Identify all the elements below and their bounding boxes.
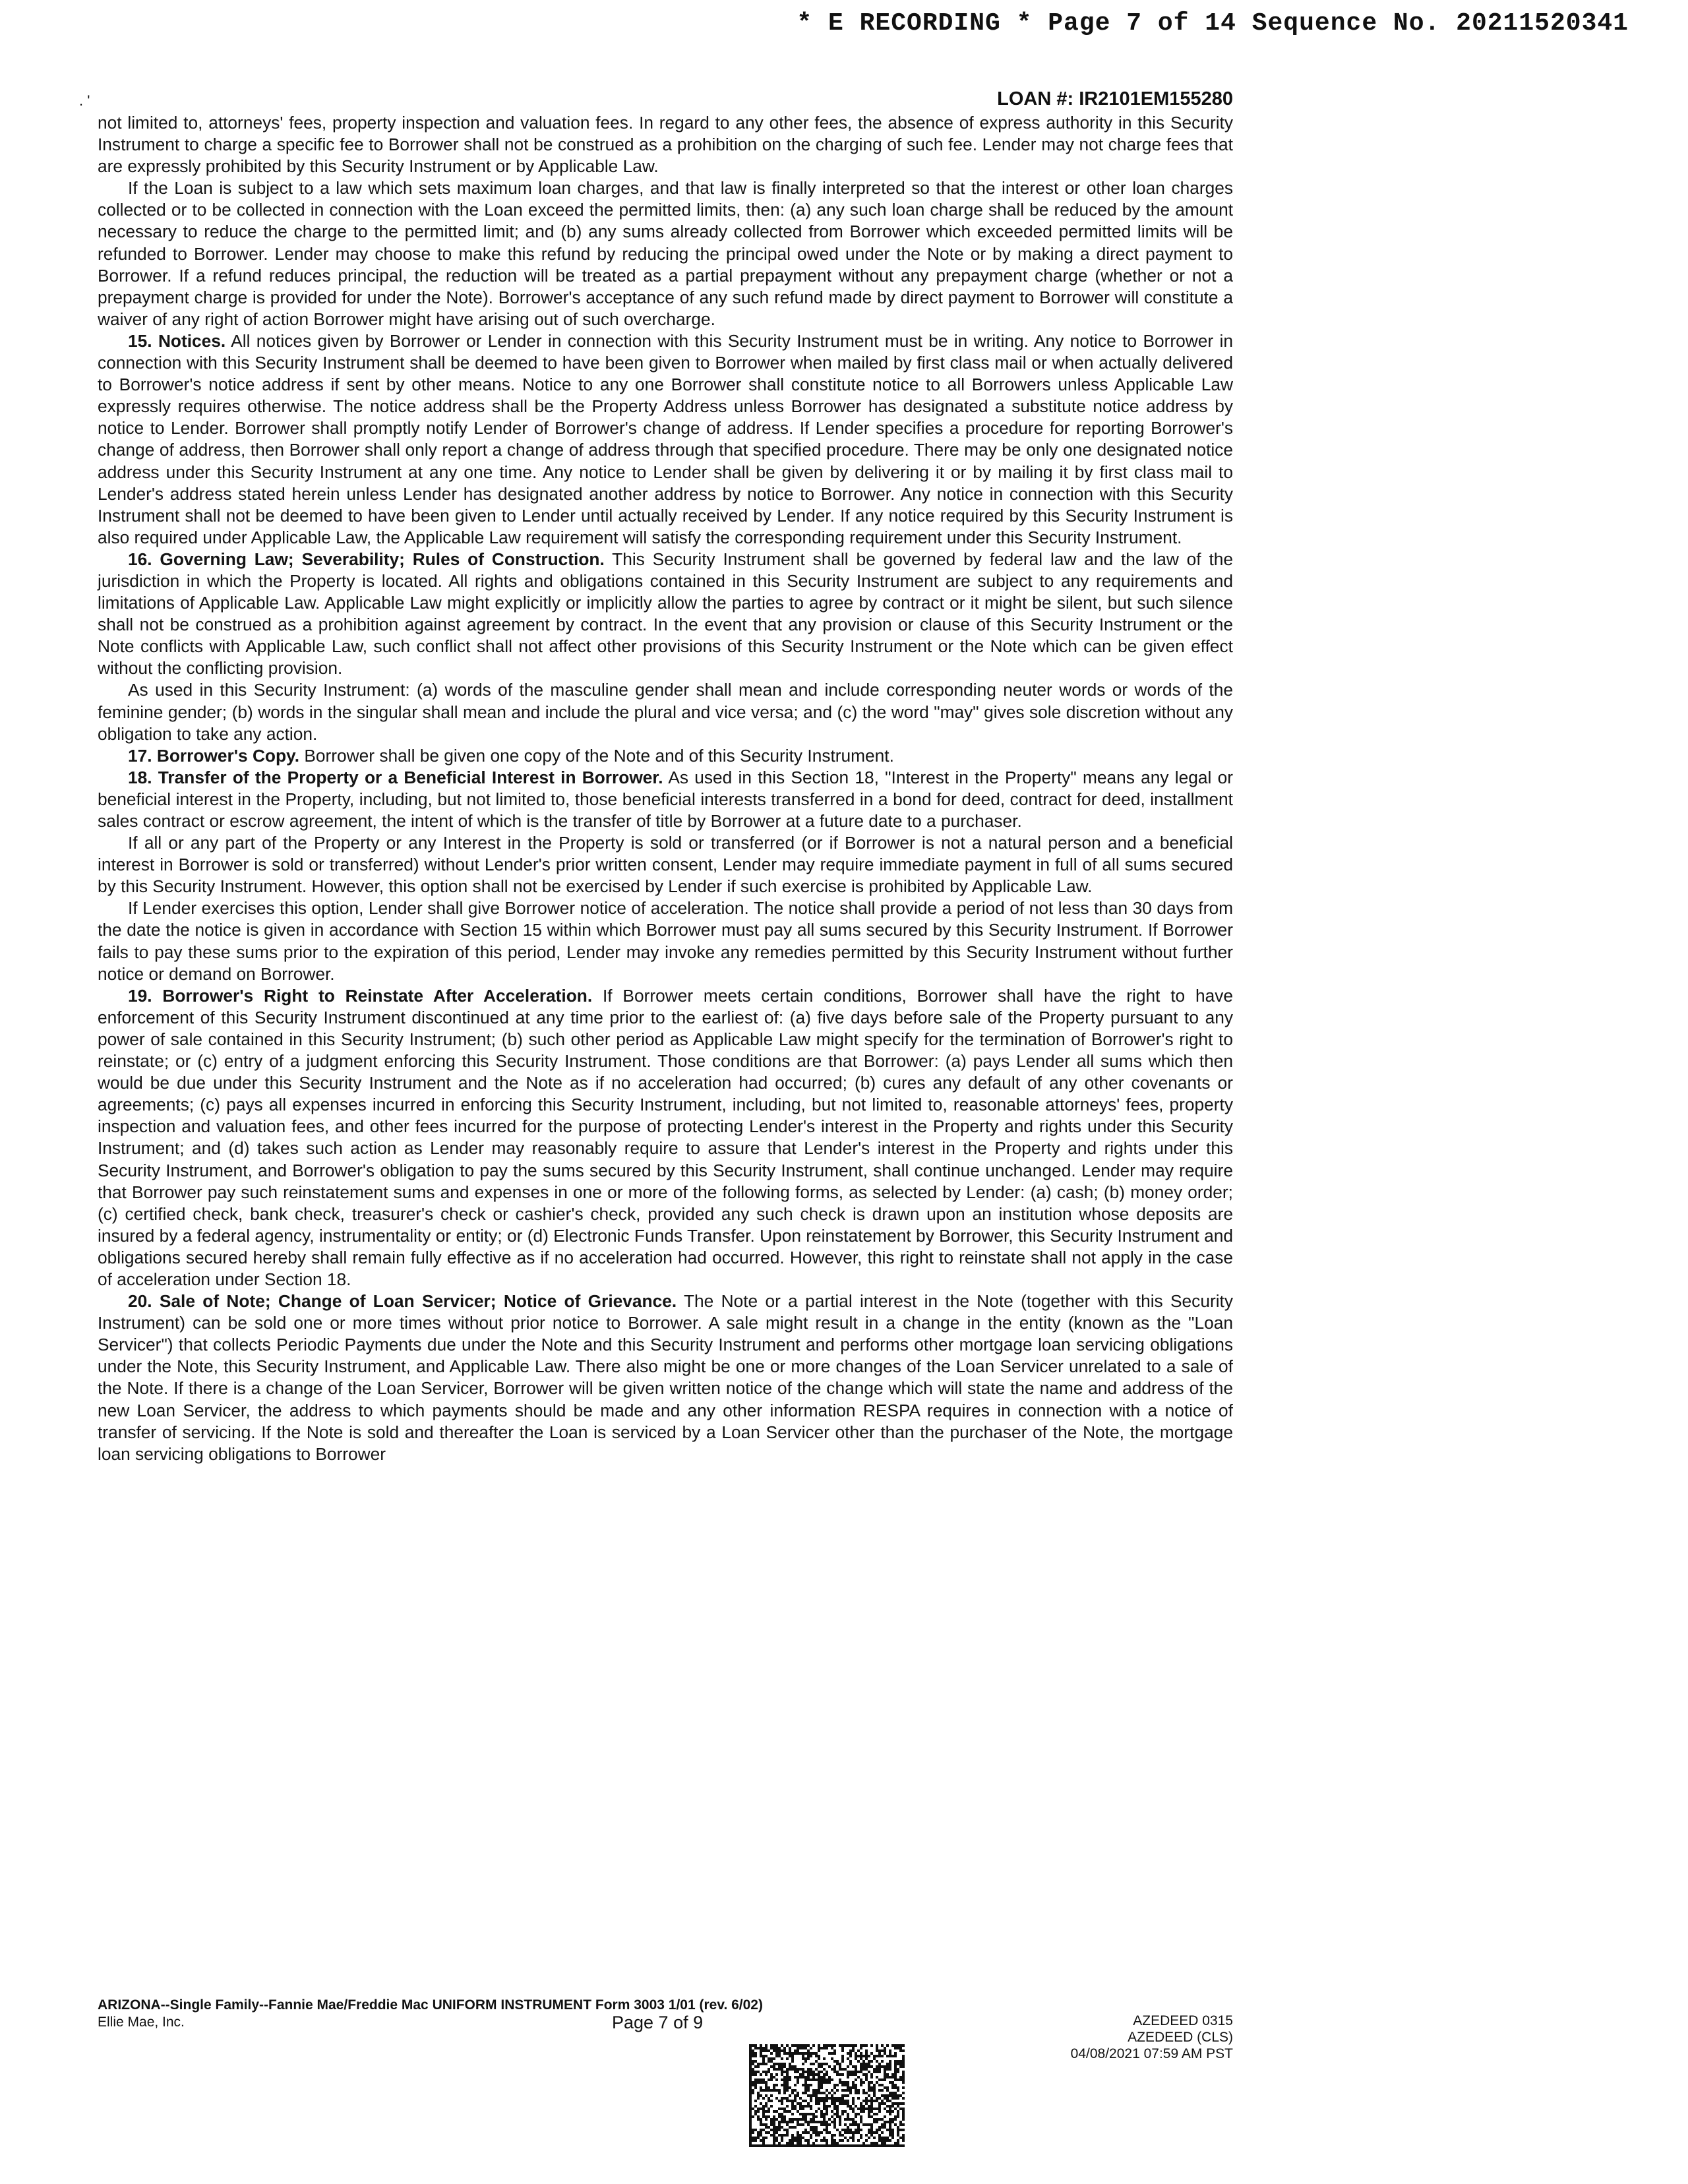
paragraph	[98, 897, 1233, 985]
paragraph	[98, 549, 1233, 680]
paragraph	[98, 112, 1233, 177]
document-body	[98, 112, 1233, 1465]
paragraph	[98, 767, 1233, 832]
section-title: 17. Borrower's Copy.	[128, 745, 300, 766]
section-title: 18. Transfer of the Property or a Beneficial Interest in Borrower.	[128, 767, 663, 787]
2d-barcode-icon	[749, 2044, 905, 2147]
footer-codes	[1071, 2013, 1233, 2062]
paragraph	[98, 330, 1233, 549]
paragraph	[98, 745, 1233, 767]
company-name: Ellie Mae, Inc.	[98, 2015, 185, 2030]
paragraph-text: All notices given by Borrower or Lender in connection with this Security Instrument must be in writing. Any notice to Borrower in connection with this Security Instrument shall be deemed to have been given to Borrower when mailed by first class mail or when actually delivered to Borrower's notice address if sent by other means. Notice to any one Borrower shall constitute notice to all Borrowers unless Applicable Law expressly requires otherwise. The notice address shall be the Property Address unless Borrower has designated a substitute notice address by notice to Lender. Borrower shall promptly notify Lender of Borrower's change of address. If Lender specifies a procedure for reporting Borrower's change of address, then Borrower shall only report a change of address through that specified procedure. There may be only one designated notice address under this Security Instrument at any one time. Any notice to Lender shall be given by delivering it or by mailing it by first class mail to Lender's address stated herein unless Lender has designated another address by notice to Borrower. Any notice in connection with this Security Instrument shall not be deemed to have been given to Lender until actually received by Lender. If any notice required by this Security Instrument is also required under Applicable Law, the Applicable Law requirement will satisfy the corresponding requirement under this Security Instrument.	[98, 330, 1233, 547]
paragraph-text: If all or any part of the Property or any Interest in the Property is sold or transferred (or if Borrower is not a natural person and a beneficial interest in Borrower is sold or transferred) without Lender's prior written consent, Lender may require immediate payment in full of all sums secured by this Security Instrument. However, this option shall not be exercised by Lender if such exercise is prohibited by Applicable Law.	[98, 833, 1233, 897]
paragraph	[98, 679, 1233, 744]
scan-marks: . '	[79, 92, 90, 109]
paragraph-text: If Borrower meets certain conditions, Borrower shall have the right to have enforcement of this Security Instrument discontinued at any time prior to the earliest of: (a) five days before sale of the Property pursuant to any power of sale contained in this Security Instrument; (b) such other period as Applicable Law might specify for the termination of Borrower's right to reinstate; or (c) entry of a judgment enforcing this Security Instrument. Those conditions are that Borrower: (a) pays Lender all sums which then would be due under this Security Instrument and the Note as if no acceleration had occurred; (b) cures any default of any other covenants or agreements; (c) pays all expenses incurred in enforcing this Security Instrument, including, but not limited to, reasonable attorneys' fees, property inspection and valuation fees, and other fees incurred for the purpose of protecting Lender's interest in the Property and rights under this Security Instrument; and (d) takes such action as Lender may reasonably require to assure that Lender's interest in the Property and rights under this Security Instrument, and Borrower's obligation to pay the sums secured by this Security Instrument, shall continue unchanged. Lender may require that Borrower pay such reinstatement sums and expenses in one or more of the following forms, as selected by Lender: (a) cash; (b) money order; (c) certified check, bank check, treasurer's check or cashier's check, provided any such check is drawn upon an institution whose deposits are insured by a federal agency, instrumentality or entity; or (d) Electronic Funds Transfer. Upon reinstatement by Borrower, this Security Instrument and obligations secured hereby shall remain fully effective as if no acceleration had occurred. However, this right to reinstate shall not apply in the case of acceleration under Section 18.	[98, 985, 1233, 1289]
paragraph-text: As used in this Security Instrument: (a) words of the masculine gender shall mean and include corresponding neuter words or words of the feminine gender; (b) words in the singular shall mean and include the plural and vice versa; and (c) the word "may" gives sole discretion without any obligation to take any action.	[98, 680, 1233, 744]
form-name: ARIZONA--Single Family--Fannie Mae/Freddie Mac UNIFORM INSTRUMENT Form 3003 1/01 (rev. 6/02)	[98, 1997, 763, 2013]
paragraph	[98, 1290, 1233, 1465]
section-title: 19. Borrower's Right to Reinstate After Acceleration.	[128, 985, 593, 1006]
paragraph-text: not limited to, attorneys' fees, property inspection and valuation fees. In regard to any other fees, the absence of express authority in this Security Instrument to charge a specific fee to Borrower shall not be construed as a prohibition on the charging of such fee. Lender may not charge fees that are expressly prohibited by this Security Instrument or by Applicable Law.	[98, 113, 1233, 177]
page-number: Page 7 of 9	[612, 2013, 704, 2032]
paragraph	[98, 985, 1233, 1290]
paragraph-text: This Security Instrument shall be governed by federal law and the law of the jurisdiction in which the Property is located. All rights and obligations contained in this Security Instrument are subject to any requirements and limitations of Applicable Law. Applicable Law might explicitly or implicitly allow the parties to agree by contract or it might be silent, but such silence shall not be construed as a prohibition against agreement by contract. In the event that any provision or clause of this Security Instrument or the Note conflicts with Applicable Law, such conflict shall not affect other provisions of this Security Instrument or the Note which can be given effect without the conflicting provision.	[98, 549, 1233, 679]
paragraph	[98, 832, 1233, 897]
section-title: 16. Governing Law; Severability; Rules of Construction.	[128, 549, 605, 569]
paragraph	[98, 177, 1233, 330]
paragraph-text: The Note or a partial interest in the Note (together with this Security Instrument) can be sold one or more times without prior notice to Borrower. A sale might result in a change in the entity (known as the "Loan Servicer") that collects Periodic Payments due under the Note and this Security Instrument and performs other mortgage loan servicing obligations under the Note, this Security Instrument, and Applicable Law. There also might be one or more changes of the Loan Servicer unrelated to a sale of the Note. If there is a change of the Loan Servicer, Borrower will be given written notice of the change which will state the name and address of the new Loan Servicer, the address to which payments should be made and any other information RESPA requires in connection with a notice of transfer of servicing. If the Note is sold and thereafter the Loan is serviced by a Loan Servicer other than the purchaser of the Note, the mortgage loan servicing obligations to Borrower	[98, 1291, 1233, 1464]
section-title: 15. Notices.	[128, 330, 226, 351]
recording-header: * E RECORDING * Page 7 of 14 Sequence No. 20211520341	[797, 9, 1629, 38]
paragraph-text: As used in this Section 18, "Interest in the Property" means any legal or beneficial interest in the Property, including, but not limited to, those beneficial interests transferred in a bond for deed, contract for deed, installment sales contract or escrow agreement, the intent of which is the transfer of title by Borrower at a future date to a purchaser.	[98, 767, 1233, 831]
form-code: AZEDEED 0315	[1133, 2013, 1233, 2028]
loan-number: LOAN #: IR2101EM155280	[997, 88, 1233, 109]
paragraph-text: Borrower shall be given one copy of the Note and of this Security Instrument.	[299, 745, 894, 766]
paragraph-text: If Lender exercises this option, Lender shall give Borrower notice of acceleration. The notice shall provide a period of not less than 30 days from the date the notice is given in accordance with Section 15 within which Borrower must pay all sums secured by this Security Instrument. If Borrower fails to pay these sums prior to the expiration of this period, Lender may invoke any remedies permitted by this Security Instrument without further notice or demand on Borrower.	[98, 898, 1233, 984]
print-timestamp: 04/08/2021 07:59 AM PST	[1070, 2046, 1233, 2061]
form-code-cls: AZEDEED (CLS)	[1128, 2030, 1233, 2045]
section-title: 20. Sale of Note; Change of Loan Servicer; Notice of Grievance.	[128, 1291, 677, 1312]
paragraph-text: If the Loan is subject to a law which sets maximum loan charges, and that law is finally interpreted so that the interest or other loan charges collected or to be collected in connection with the Loan exceed the permitted limits, then: (a) any such loan charge shall be reduced by the amount necessary to reduce the charge to the permitted limit; and (b) any sums already collected from Borrower which exceeded permitted limits will be refunded to Borrower. Lender may choose to make this refund by reducing the principal owed under the Note or by making a direct payment to Borrower. If a refund reduces principal, the reduction will be treated as a partial prepayment without any prepayment charge (whether or not a prepayment charge is provided for under the Note). Borrower's acceptance of any such refund made by direct payment to Borrower will constitute a waiver of any right of action Borrower might have arising out of such overcharge.	[98, 178, 1233, 329]
